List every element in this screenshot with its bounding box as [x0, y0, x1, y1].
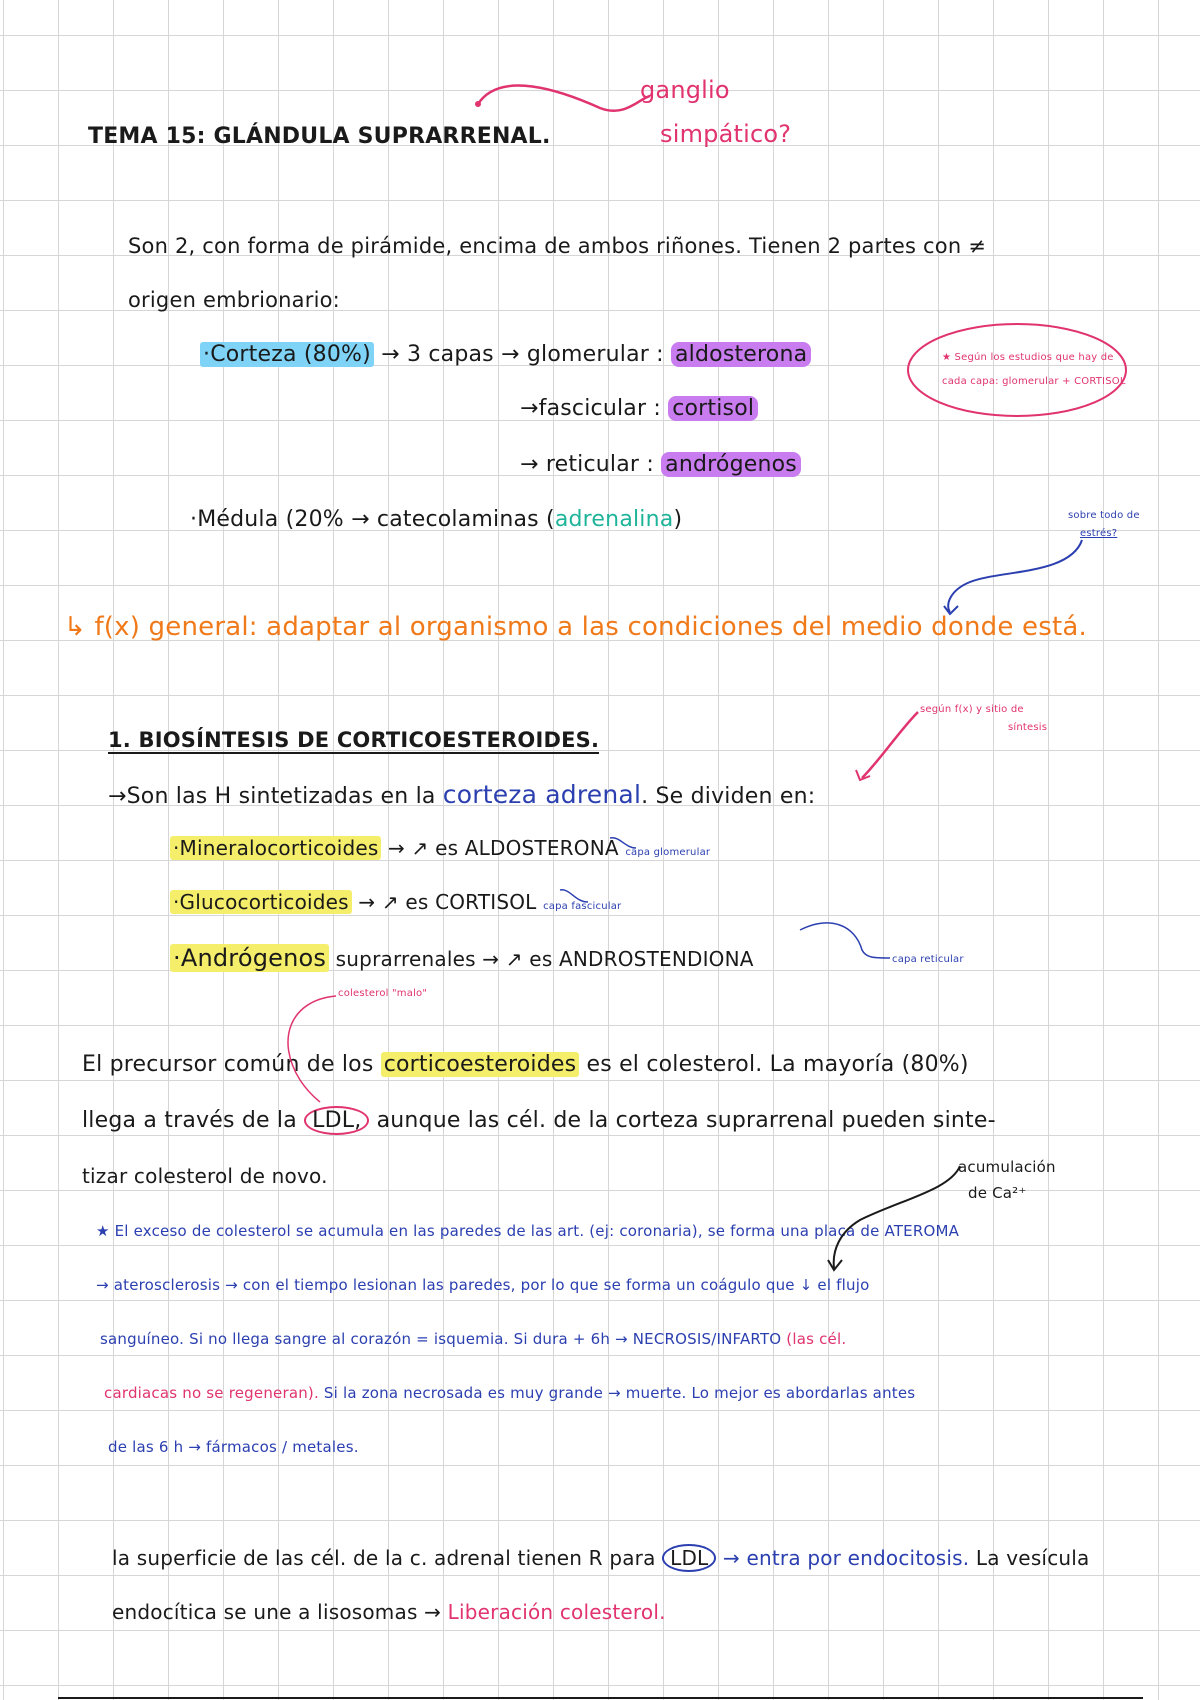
athero-line3	[100, 1330, 846, 1348]
hormone-androgenos: andrógenos	[661, 452, 801, 477]
precursor-p1-post: es el colesterol. La mayoría (80%)	[586, 1052, 969, 1077]
ldl-l1-post: → entra por endocitosis.	[722, 1546, 970, 1570]
acum-note-line1: acumulación	[958, 1158, 1056, 1176]
side-note-line2: cada capa: glomerular + CORTISOL	[942, 376, 1126, 387]
medula-row	[190, 507, 682, 532]
funcion-general: ↳ f(x) general: adaptar al organismo a las condiciones del medio donde está.	[64, 612, 1087, 642]
precursor-line2	[82, 1108, 996, 1133]
acum-arrow-curve	[834, 1166, 960, 1268]
ganglio-note-line1: ganglio	[640, 76, 730, 104]
section1-heading: 1. BIOSÍNTESIS DE CORTICOESTEROIDES.	[108, 728, 600, 752]
medula-close: )	[673, 507, 683, 532]
ldl-entry-line2	[112, 1600, 666, 1624]
type-mineralo-note: capa glomerular	[625, 847, 711, 858]
acum-note-line2: de Ca²⁺	[968, 1184, 1027, 1202]
ldl-l1-pre: la superficie de las cél. de la c. adrenal tienen R para	[112, 1546, 656, 1570]
ldl-circle: LDL	[662, 1544, 716, 1572]
ldl-l1-end: La vesícula	[969, 1546, 1090, 1570]
hormone-adrenalina: adrenalina	[554, 507, 674, 532]
ldl-entry-line1	[112, 1546, 1089, 1570]
athero-l4-pink: cardiacas no se regeneran).	[104, 1384, 319, 1402]
precursor-p2-post: aunque las cél. de la corteza suprarrenal pueden sinte-	[376, 1108, 996, 1133]
precursor-p1-pre: El precursor común de los	[82, 1052, 374, 1077]
type-gluco-note: capa fascicular	[543, 901, 622, 912]
type-andro-rest: suprarrenales → ↗ es ANDROSTENDIONA	[329, 947, 754, 971]
intro-line2: origen embrionario:	[128, 288, 340, 312]
athero-l4-blue: Si la zona necrosada es muy grande → muerte. Lo mejor es abordarlas antes	[318, 1384, 916, 1402]
colesterol-malo-note: colesterol "malo"	[338, 988, 428, 999]
cortex-label: ·Corteza (80%)	[200, 342, 374, 367]
precursor-ldl-circle: LDL,	[304, 1106, 369, 1135]
ldl-l2-pre: endocítica se une a lisosomas →	[112, 1600, 442, 1624]
section1-arrow-curve	[862, 712, 918, 778]
type-andro-note: capa reticular	[892, 954, 964, 965]
side-note-line1: ★ Según los estudios que hay de	[942, 352, 1114, 363]
athero-l3: sanguíneo. Si no llega sangre al corazón = isquemia. Si dura + 6h → NECROSIS/INFARTO	[100, 1330, 782, 1348]
side-note-ellipse	[908, 324, 1126, 416]
acum-arrow-head	[828, 1260, 842, 1270]
page-title: TEMA 15: GLÁNDULA SUPRARRENAL.	[88, 124, 551, 149]
layer-reticular: → reticular :	[520, 452, 654, 477]
stress-note-line1: sobre todo de	[1068, 510, 1140, 521]
precursor-line1	[82, 1052, 969, 1077]
athero-line1: ★ El exceso de colesterol se acumula en las paredes de las art. (ej: coronaria), se forma una placa de ATEROMA	[96, 1222, 960, 1240]
hormone-cortisol: cortisol	[668, 396, 758, 421]
cortex-arrow: → 3 capas →	[381, 342, 520, 367]
type-gluco-name: ·Glucocorticoides	[170, 890, 352, 914]
precursor-p2-pre: llega a través de la	[82, 1108, 297, 1133]
layer-reticular-row	[520, 452, 801, 477]
colesterol-malo-curve	[288, 996, 336, 1102]
type-andro-name: ·Andrógenos	[170, 944, 329, 972]
section1-intro	[108, 780, 815, 809]
andro-note-hook	[800, 923, 890, 958]
section1-arrow-head	[856, 770, 870, 780]
section1-side-note-line2: síntesis	[1008, 722, 1048, 733]
ganglio-arrow-curve	[478, 86, 650, 111]
ldl-l2-pink: Liberación colesterol.	[447, 1600, 666, 1624]
type-mineralo-name: ·Mineralocorticoides	[170, 836, 381, 860]
stress-note-line2: estrés?	[1080, 528, 1118, 539]
athero-line4	[104, 1384, 915, 1402]
layer-glomerular: glomerular :	[526, 342, 664, 367]
type-mineralocorticoides	[170, 836, 710, 860]
stress-arrow-curve	[948, 540, 1082, 612]
athero-line5: de las 6 h → fármacos / metales.	[108, 1438, 359, 1456]
medula-arrow: → catecolaminas (	[351, 507, 555, 532]
section1-intro-blue: corteza adrenal	[442, 780, 642, 809]
section1-intro-post: . Se dividen en:	[641, 784, 816, 809]
hormone-aldosterona: aldosterona	[671, 342, 811, 367]
type-glucocorticoides	[170, 890, 621, 914]
intro-line1: Son 2, con forma de pirámide, encima de ambos riñones. Tienen 2 partes con ≠	[128, 234, 987, 258]
layer-fascicular: →fascicular :	[520, 396, 662, 421]
medula-label: ·Médula (20%	[190, 507, 344, 532]
section1-intro-pre: →Son las H sintetizadas en la	[108, 784, 436, 809]
ganglio-arrow-dot	[475, 101, 481, 107]
athero-line2: → aterosclerosis → con el tiempo lesionan las paredes, por lo que se forma un coágulo que ↓ el flujo	[96, 1276, 870, 1294]
ganglio-note-line2: simpático?	[660, 120, 792, 148]
precursor-line3: tizar colesterol de novo.	[82, 1164, 328, 1188]
type-androgenos	[170, 944, 754, 972]
athero-l3-pink: (las cél.	[781, 1330, 847, 1348]
precursor-p1-hl: corticoesteroides	[381, 1052, 580, 1077]
type-gluco-arrow: → ↗ es CORTISOL	[358, 890, 537, 914]
section1-side-note-line1: según f(x) y sitio de	[920, 704, 1024, 715]
bottom-rule	[58, 1697, 1143, 1699]
layer-fascicular-row	[520, 396, 758, 421]
type-mineralo-arrow: → ↗ es ALDOSTERONA	[388, 836, 619, 860]
cortex-row	[200, 342, 811, 367]
